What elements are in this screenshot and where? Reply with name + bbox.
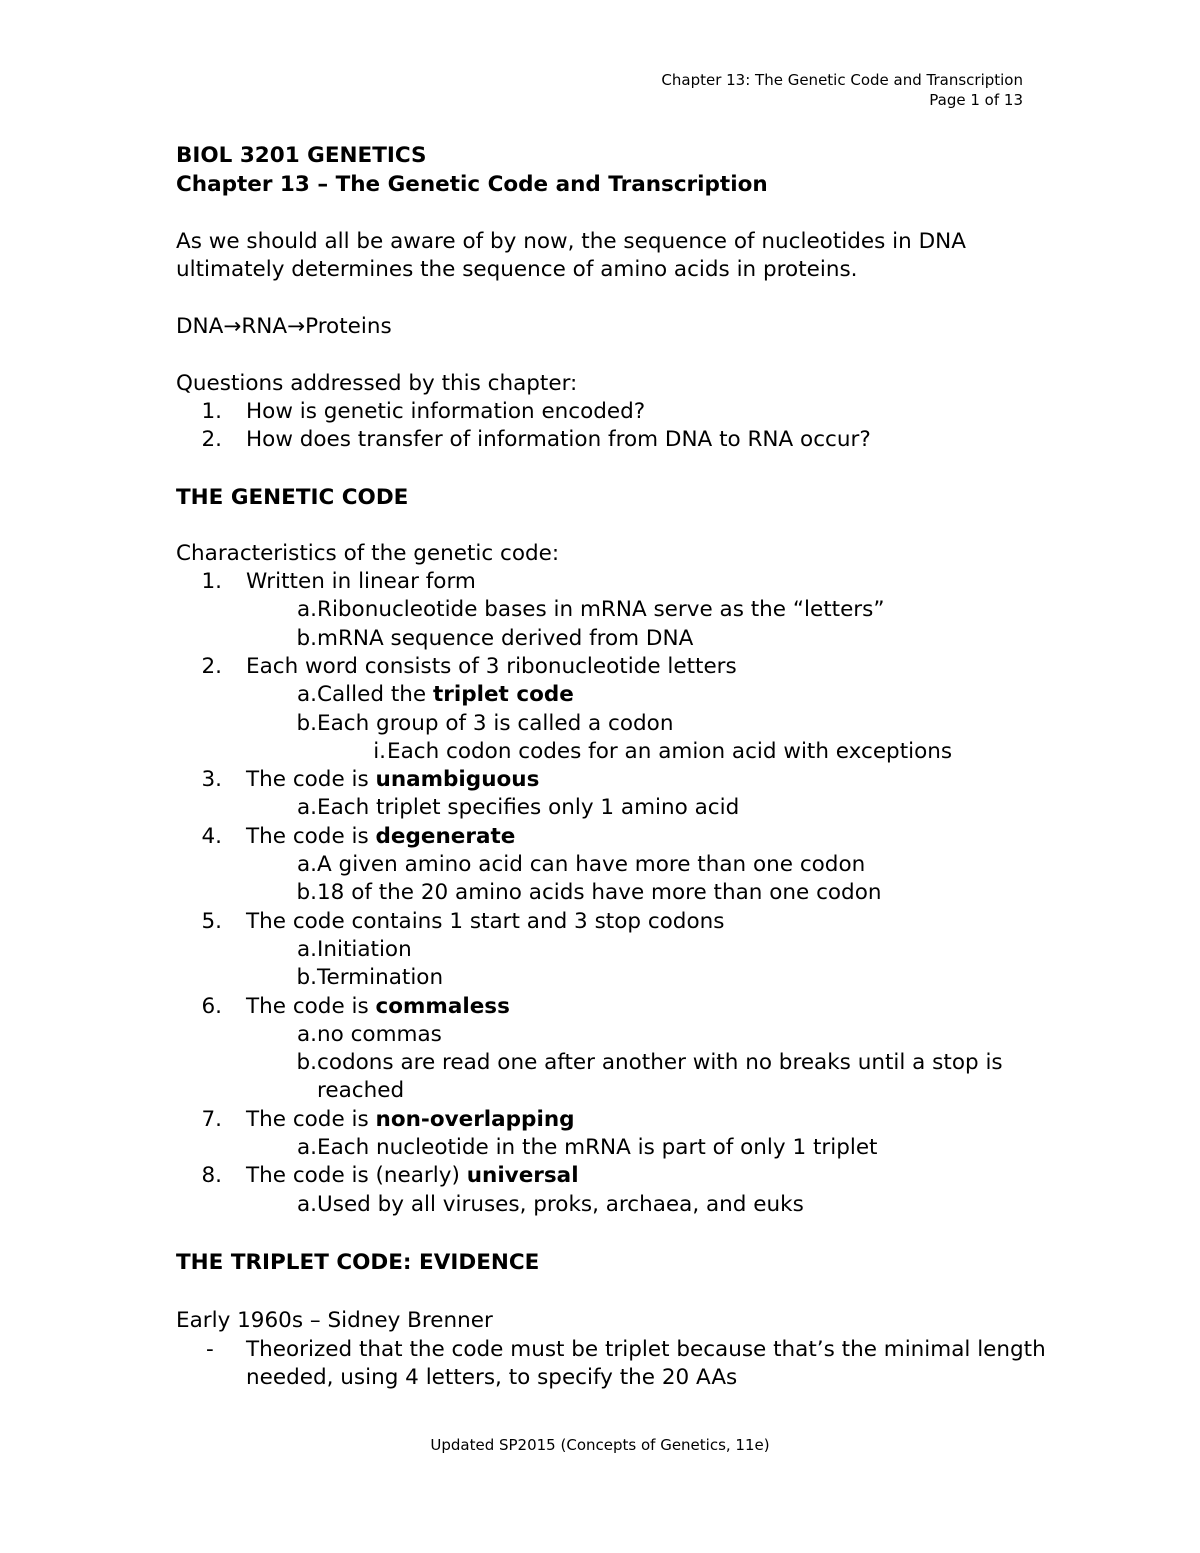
question-number: 2. (201, 427, 222, 452)
item-number: 1. (201, 569, 222, 594)
sub-item-text (317, 964, 443, 992)
sub-item-letter: b. (296, 710, 317, 736)
running-header-chapter: Chapter 13: The Genetic Code and Transcription (661, 71, 1023, 89)
item-text (246, 908, 724, 936)
item-number: 3. (201, 767, 222, 793)
sub-item-letter: b. (296, 625, 317, 651)
item-number: 6. (201, 993, 222, 1019)
sub-item-letter: a. (296, 682, 317, 708)
sub-item-text (317, 1021, 442, 1049)
characteristics-intro: Characteristics of the genetic code: (176, 541, 560, 566)
sub-item-text (317, 851, 865, 879)
sub-item-text-plain: Used by all viruses, proks, archaea, and euks (317, 1191, 804, 1217)
item-text-plain: The code is (246, 1106, 376, 1132)
sub-item-text-plain: no commas (317, 1021, 442, 1047)
item-number: 4. (201, 823, 222, 849)
item-text (246, 1106, 575, 1134)
item-text (246, 653, 737, 681)
question-text: How is genetic information encoded? (246, 399, 646, 424)
item-text-plain: Each word consists of 3 ribonucleotide letters (246, 653, 737, 679)
page-footer: Updated SP2015 (Concepts of Genetics, 11e) (430, 1436, 770, 1454)
item-number: 7. (201, 1106, 222, 1132)
evidence-text-continued: needed, using 4 letters, to specify the 20 AAs (246, 1365, 738, 1390)
sub-item-text (317, 625, 693, 653)
sub-item-text-plain: A given amino acid can have more than one codon (317, 852, 866, 877)
item-text (246, 993, 510, 1021)
sub-item-text (317, 794, 739, 822)
sub-item-text (317, 1134, 877, 1162)
dash-bullet: - (206, 1337, 214, 1362)
sub-item-letter: b. (296, 1050, 317, 1076)
running-header-page-number: Page 1 of 13 (929, 91, 1023, 109)
item-text-bold: commaless (375, 993, 510, 1019)
sub-item-letter: a. (296, 1135, 317, 1160)
item-number: 2. (201, 653, 222, 679)
sub-item-text (317, 879, 881, 907)
sub-item-letter: b. (296, 880, 317, 906)
sub-item-text (317, 681, 574, 709)
item-text-bold: degenerate (375, 823, 516, 849)
course-title: BIOL 3201 GENETICS (176, 143, 427, 168)
item-number: 5. (201, 908, 222, 934)
sub-item-text (317, 1049, 1003, 1077)
questions-heading: Questions addressed by this chapter: (176, 371, 578, 396)
sub-item-text-plain: mRNA sequence derived from DNA (317, 625, 694, 651)
item-text-plain: The code is (246, 767, 376, 793)
item-text (246, 823, 515, 851)
sub-item-continuation-text: reached (317, 1078, 405, 1104)
central-dogma-flow: DNA→RNA→Proteins (176, 314, 392, 339)
sub-item-text (317, 596, 884, 624)
sub-item-text-plain: 18 of the 20 amino acids have more than one codon (317, 880, 882, 906)
sub-item-text-bold: triplet code (432, 682, 574, 708)
sub-item-letter: a. (296, 1191, 317, 1217)
item-text-plain: The code contains 1 start and 3 stop codons (246, 908, 725, 934)
sub-item-text (317, 710, 673, 738)
sub-item-letter: a. (296, 936, 317, 962)
sub-item-letter: a. (296, 1021, 317, 1047)
sub-item-text-plain: Each group of 3 is called a codon (317, 710, 674, 736)
sub-item-text-plain: Termination (317, 965, 444, 991)
sub-item-text (317, 936, 412, 964)
question-number: 1. (201, 399, 222, 424)
item-text-plain: Written in linear form (246, 569, 476, 594)
section-heading-triplet-evidence: THE TRIPLET CODE: EVIDENCE (176, 1250, 540, 1275)
sub-item-text-plain: Called the (317, 682, 433, 708)
item-text (246, 766, 539, 794)
evidence-text: Theorized that the code must be triplet because that’s the minimal length (246, 1337, 1046, 1362)
evidence-intro: Early 1960s – Sidney Brenner (176, 1308, 493, 1333)
item-number: 8. (201, 1163, 222, 1189)
item-text (246, 568, 476, 596)
sub-sub-item-text: Each codon codes for an amion acid with exceptions (387, 738, 953, 764)
item-text-plain: The code is (246, 993, 376, 1019)
sub-item-text-plain: Ribonucleotide bases in mRNA serve as the “letters” (317, 597, 885, 623)
sub-item-letter: b. (296, 965, 317, 991)
sub-item-text-plain: codons are read one after another with no breaks until a stop is (317, 1050, 1003, 1076)
item-text-bold: non-overlapping (375, 1106, 575, 1132)
question-text: How does transfer of information from DNA to RNA occur? (246, 427, 871, 452)
item-text (246, 1162, 579, 1190)
sub-item-letter: a. (296, 597, 317, 623)
sub-item-text-plain: Initiation (317, 936, 412, 962)
sub-item-text-plain: Each triplet specifies only 1 amino acid (317, 795, 740, 821)
sub-sub-item-numeral: i. (373, 738, 386, 764)
item-text-bold: universal (466, 1163, 579, 1189)
item-text-plain: The code is (nearly) (246, 1163, 467, 1189)
section-heading-genetic-code: THE GENETIC CODE (176, 485, 409, 510)
chapter-title: Chapter 13 – The Genetic Code and Transcription (176, 172, 768, 197)
intro-line-1: As we should all be aware of by now, the sequence of nucleotides in DNA (176, 229, 966, 254)
item-text-plain: The code is (246, 823, 376, 849)
sub-item-text (317, 1191, 804, 1219)
item-text-bold: unambiguous (375, 767, 540, 793)
intro-line-2: ultimately determines the sequence of amino acids in proteins. (176, 257, 858, 282)
sub-item-letter: a. (296, 795, 317, 821)
sub-item-letter: a. (296, 852, 317, 877)
sub-item-text-plain: Each nucleotide in the mRNA is part of only 1 triplet (317, 1135, 878, 1160)
